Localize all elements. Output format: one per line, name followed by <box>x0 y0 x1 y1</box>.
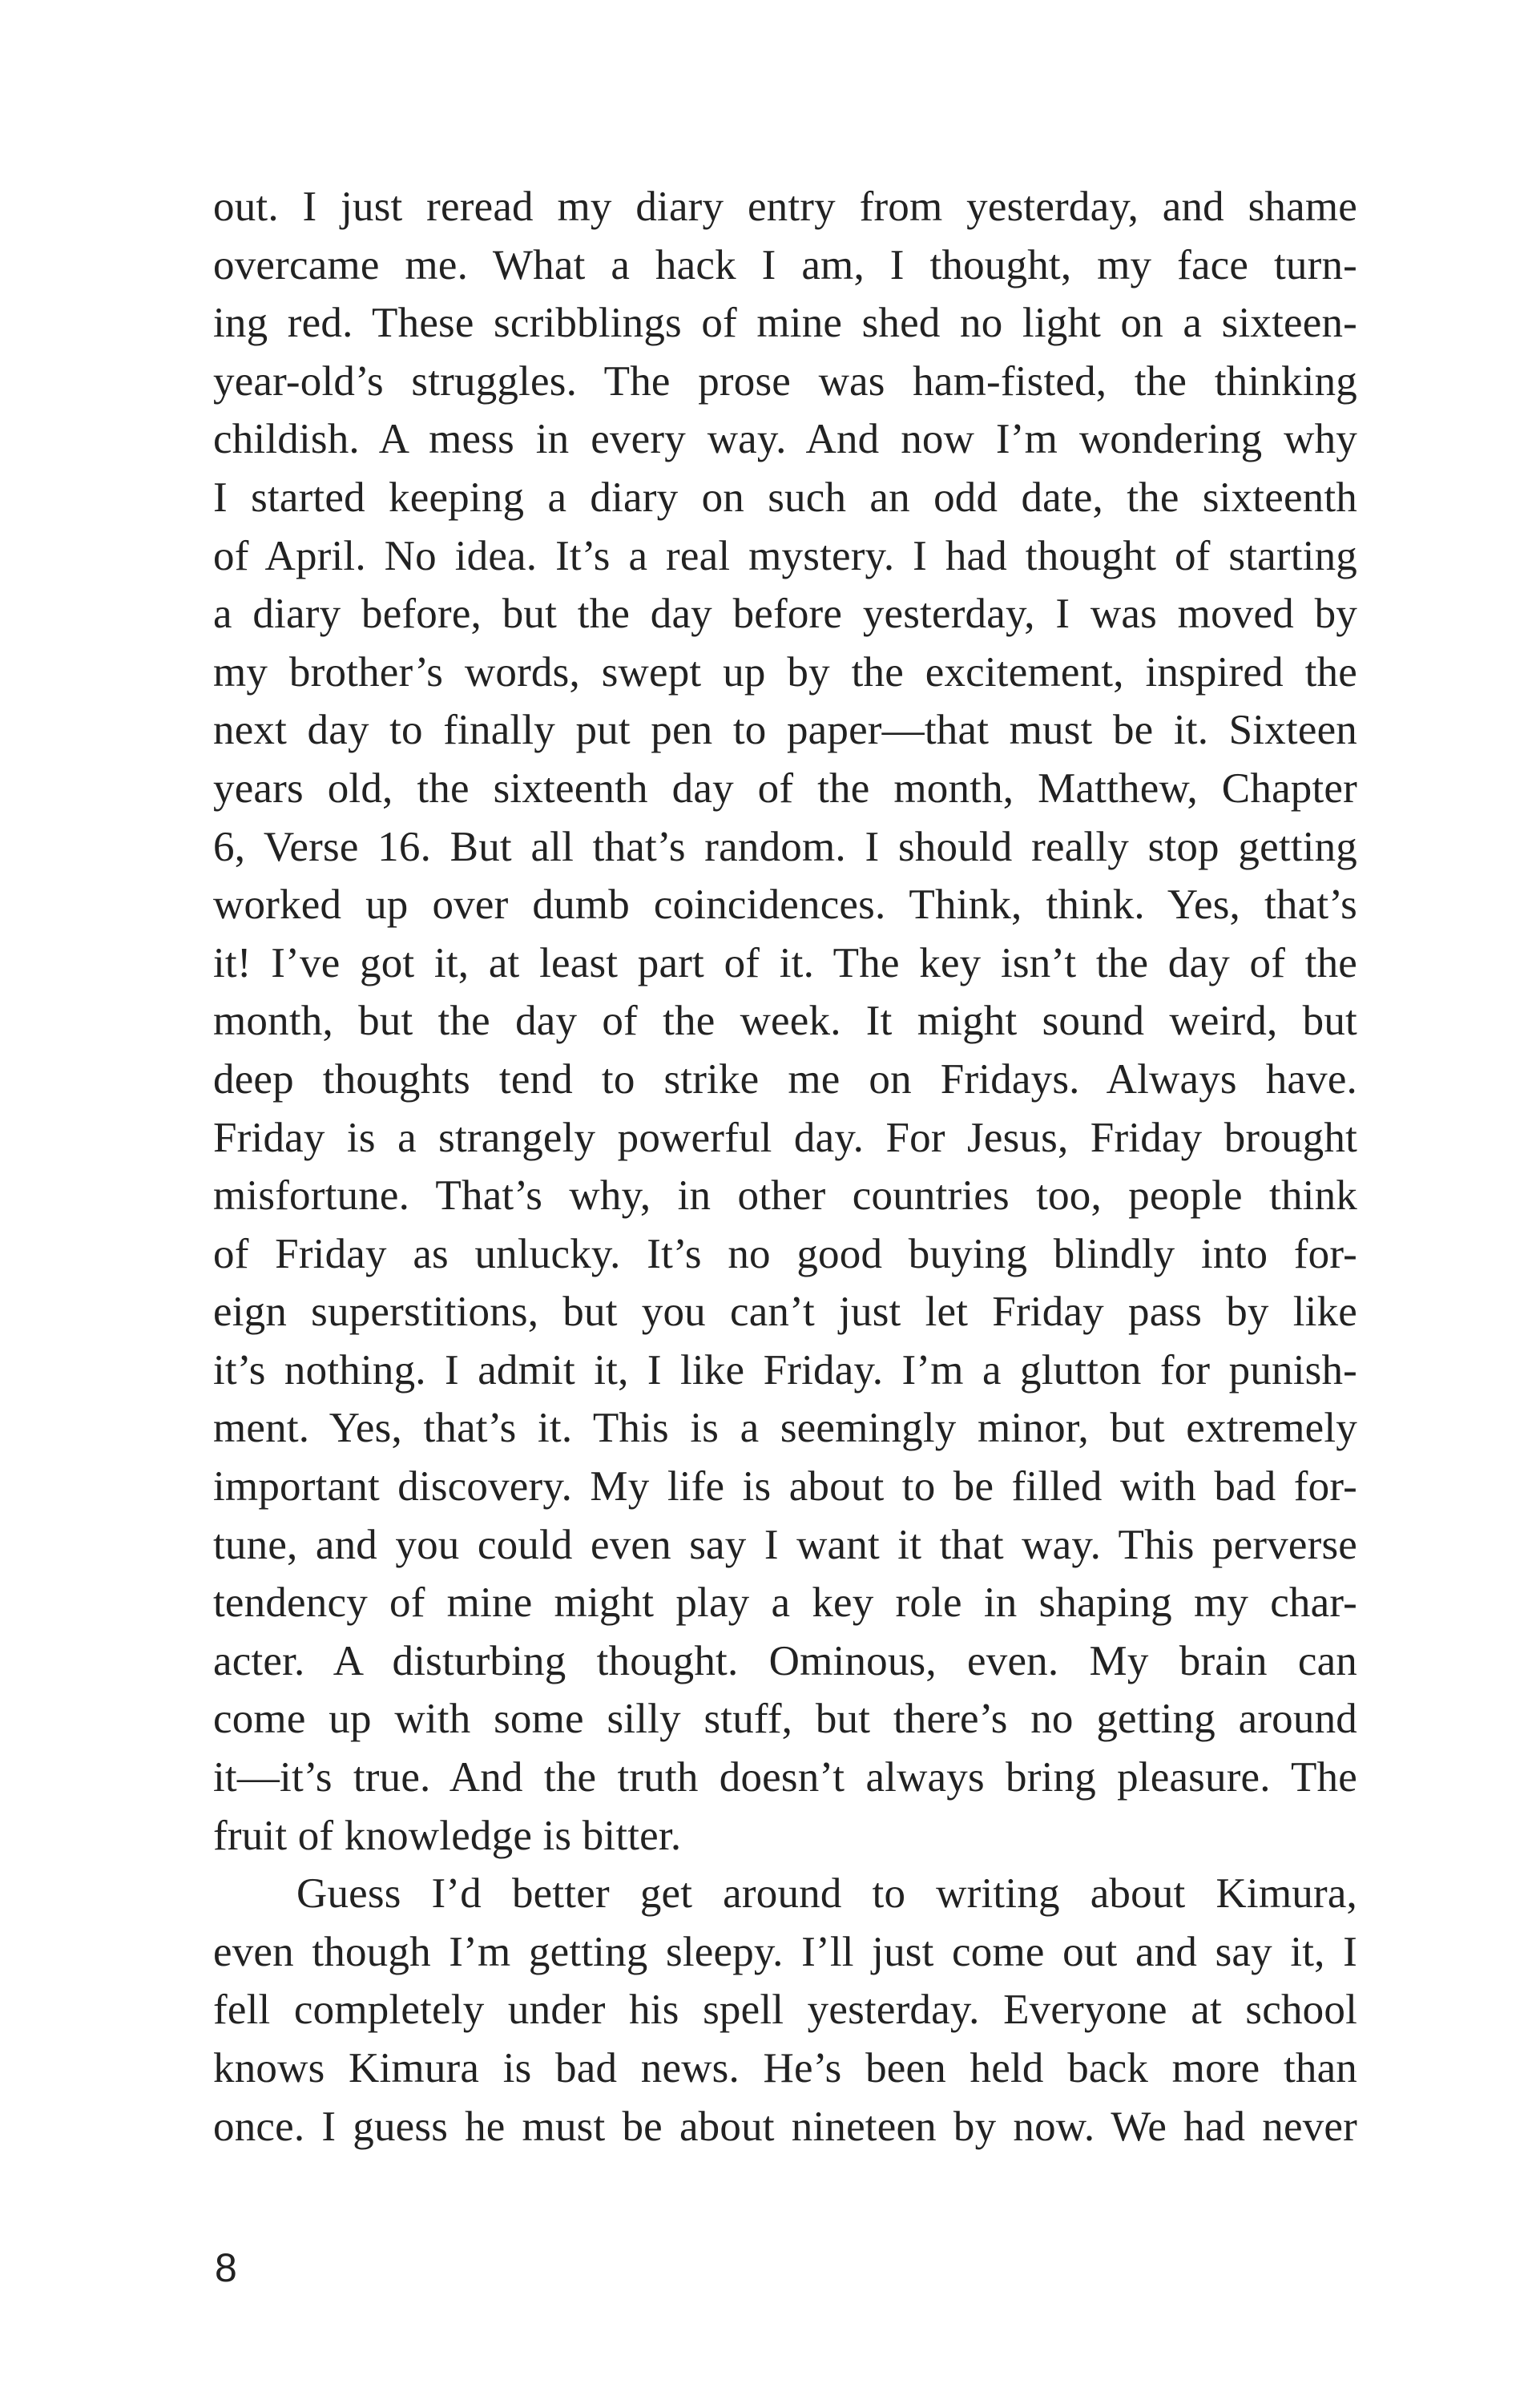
text-line: tendency of mine might play a key role in shaping my char- <box>213 1579 1357 1627</box>
text-line: even though I’m getting sleepy. I’ll just come out and say it, I <box>213 1928 1357 1975</box>
text-line: it! I’ve got it, at least part of it. The key isn’t the day of the <box>213 939 1357 986</box>
paragraph-1 <box>213 178 1357 1865</box>
text-line: tune, and you could even say I want it that way. This perverse <box>213 1521 1357 1568</box>
text-line: childish. A mess in every way. And now I’m wondering why <box>213 416 1357 463</box>
text-line: eign superstitions, but you can’t just let Friday pass by like <box>213 1289 1357 1336</box>
text-line: ment. Yes, that’s it. This is a seemingly minor, but extremely <box>213 1405 1357 1452</box>
text-line: of April. No idea. It’s a real mystery. I had thought of starting <box>213 532 1357 579</box>
text-line: years old, the sixteenth day of the month, Matthew, Chapter <box>213 764 1357 812</box>
text-line: Guess I’d better get around to writing about Kimura, <box>296 1870 1357 1918</box>
text-line: of Friday as unlucky. It’s no good buying blindly into for- <box>213 1230 1357 1277</box>
text-line: it’s nothing. I admit it, I like Friday. I’m a glutton for punish- <box>213 1346 1357 1394</box>
text-line: important discovery. My life is about to be filled with bad for- <box>213 1463 1357 1511</box>
text-line: 6, Verse 16. But all that’s random. I should really stop getting <box>213 823 1357 870</box>
text-line: deep thoughts tend to strike me on Fridays. Always have. <box>213 1055 1357 1103</box>
text-line: year-old’s struggles. The prose was ham-fisted, the thinking <box>213 357 1357 405</box>
text-line: overcame me. What a hack I am, I thought, my face turn- <box>213 241 1357 288</box>
text-line: it—it’s true. And the truth doesn’t always bring pleasure. The <box>213 1754 1357 1801</box>
text-line: misfortune. That’s why, in other countries too, people think <box>213 1172 1357 1220</box>
text-line: month, but the day of the week. It might sound weird, but <box>213 998 1357 1045</box>
paragraph-2 <box>213 1865 1357 2156</box>
text-line: out. I just reread my diary entry from yesterday, and shame <box>213 184 1357 230</box>
text-line: acter. A disturbing thought. Ominous, even. My brain can <box>213 1637 1357 1684</box>
text-line: Friday is a strangely powerful day. For Jesus, Friday brought <box>213 1114 1357 1161</box>
text-line: a diary before, but the day before yesterday, I was moved by <box>213 591 1357 638</box>
text-line: fell completely under his spell yesterday. Everyone at school <box>213 1987 1357 2034</box>
text-line: fruit of knowledge is bitter. <box>213 1812 682 1859</box>
text-line: knows Kimura is bad news. He’s been held back more than <box>213 2045 1357 2091</box>
text-line: worked up over dumb coincidences. Think, think. Yes, that’s <box>213 881 1357 929</box>
text-line: ing red. These scribblings of mine shed no light on a sixteen- <box>213 300 1357 347</box>
page-number: 8 <box>215 2245 237 2290</box>
text-line: next day to finally put pen to paper—that must be it. Sixteen <box>213 707 1357 754</box>
text-line: come up with some silly stuff, but there’s no getting around <box>213 1696 1357 1743</box>
text-line: my brother’s words, swept up by the excitement, inspired the <box>213 648 1357 696</box>
text-line: I started keeping a diary on such an odd date, the sixteenth <box>213 474 1357 521</box>
body-text <box>213 178 1357 2156</box>
text-line: once. I guess he must be about nineteen by now. We had never <box>213 2103 1357 2150</box>
